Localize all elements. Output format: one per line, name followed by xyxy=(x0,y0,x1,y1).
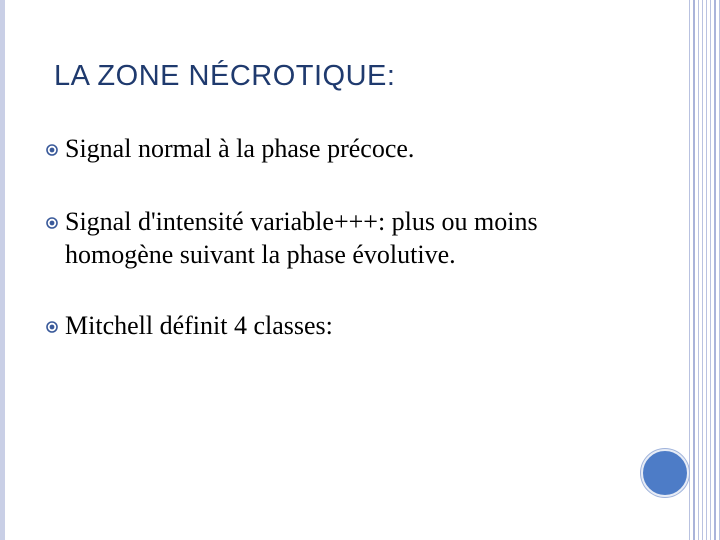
bullet-text: Mitchell définit 4 classes: xyxy=(65,311,333,340)
ring-bullet-icon xyxy=(46,144,58,156)
bullet-text: Signal normal à la phase précoce. xyxy=(65,134,415,163)
right-rule-line xyxy=(710,0,711,540)
ring-bullet-icon xyxy=(46,217,58,229)
decorative-circle xyxy=(641,449,689,497)
right-rule-line xyxy=(714,0,717,540)
slide-title: LA ZONE NÉCROTIQUE: xyxy=(54,60,396,92)
right-rule-line xyxy=(698,0,699,540)
right-rule-line xyxy=(689,0,690,540)
right-rule-line xyxy=(702,0,703,540)
bullet-item xyxy=(42,205,642,271)
right-border-rules xyxy=(686,0,720,540)
bullet-list xyxy=(42,132,642,382)
left-border-rule xyxy=(0,0,5,540)
bullet-text: Signal d'intensité variable+++: plus ou moins homogène suivant la phase évolutive. xyxy=(65,207,538,269)
bullet-item xyxy=(42,132,642,165)
right-rule-line xyxy=(706,0,707,540)
right-rule-line xyxy=(693,0,696,540)
bullet-item xyxy=(42,309,642,342)
ring-bullet-icon xyxy=(46,321,58,333)
